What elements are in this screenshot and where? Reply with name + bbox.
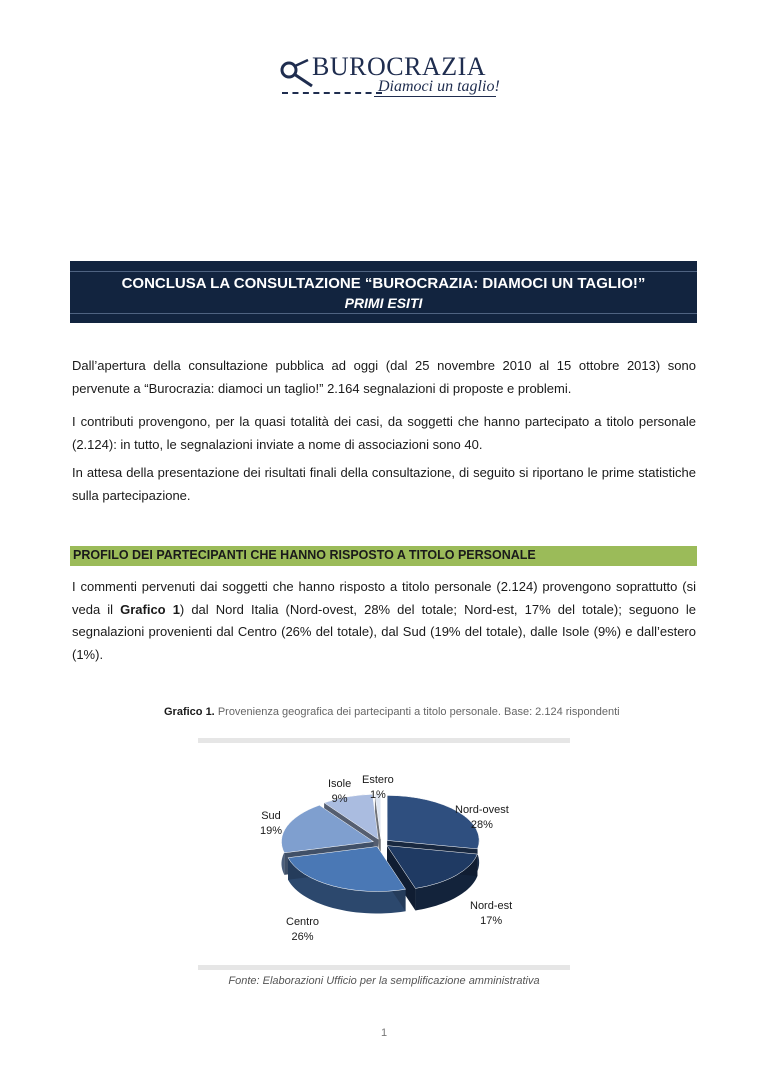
page-subtitle: PRIMI ESITI bbox=[344, 295, 423, 311]
slice-label-nord-ovest bbox=[455, 803, 509, 833]
logo-title: BUROCRAZIA bbox=[312, 52, 487, 81]
slice-label-estero bbox=[362, 773, 394, 803]
logo bbox=[280, 52, 510, 100]
label-name: Estero bbox=[362, 774, 394, 786]
label-name: Nord-ovest bbox=[455, 804, 509, 816]
intro-paragraph-1: Dall’apertura della consultazione pubblica ad oggi (dal 25 novembre 2010 al 15 ottobre 2013) sono pervenute a “Burocrazia: diamoci un taglio!” 2.164 segnalazioni di proposte e problemi. bbox=[72, 358, 696, 396]
scissors-icon bbox=[280, 58, 314, 88]
label-value: 1% bbox=[369, 789, 386, 801]
banner-rule-top bbox=[70, 271, 697, 272]
section-text-2: ) dal Nord Italia (Nord-ovest, 28% del totale; Nord-est, 17% del totale); seguono le segnalazioni provenienti dal Centro (26% del totale), dal Sud (19% del totale), dalle Isole (9%) e dall’estero (1%). bbox=[72, 601, 696, 662]
section-text-1: I commenti pervenuti dai soggetti che hanno risposto a titolo personale (2.124) provengono soprattutto (si veda il bbox=[72, 579, 696, 617]
chart-frame-bottom bbox=[198, 965, 570, 970]
page-number: 1 bbox=[380, 1027, 388, 1039]
section-paragraph bbox=[72, 576, 696, 666]
label-name: Isole bbox=[328, 778, 352, 790]
section-header bbox=[70, 546, 697, 566]
chart-caption bbox=[164, 706, 620, 718]
slice-label-sud bbox=[260, 809, 282, 839]
logo-subtitle: Diamoci un taglio! bbox=[378, 78, 500, 95]
section-text-bold: Grafico 1 bbox=[120, 601, 180, 617]
intro-paragraph-2: I contributi provengono, per la quasi totalità dei casi, da soggetti che hanno partecipato a titolo personale (2.124): in tutto, le segnalazioni inviate a nome di associazioni sono 40. bbox=[72, 414, 696, 452]
label-value: 28% bbox=[470, 819, 493, 831]
label-value: 17% bbox=[480, 915, 503, 927]
slice-label-isole bbox=[328, 777, 351, 807]
label-name: Centro bbox=[286, 916, 320, 928]
label-value: 26% bbox=[291, 931, 314, 943]
label-value: 9% bbox=[331, 793, 348, 805]
slice-label-nord-est bbox=[470, 899, 512, 929]
label-value: 19% bbox=[260, 825, 283, 837]
label-name: Nord-est bbox=[470, 900, 513, 912]
logo-dashed-line bbox=[282, 92, 382, 94]
page-title: CONCLUSA LA CONSULTAZIONE “BUROCRAZIA: DIAMOCI UN TAGLIO!” bbox=[121, 275, 646, 292]
chart-caption-label: Grafico 1. bbox=[164, 706, 215, 718]
chart-source: Fonte: Elaborazioni Ufficio per la semplificazione amministrativa bbox=[228, 975, 540, 987]
banner-rule-bottom bbox=[70, 313, 697, 314]
intro-paragraph-3: In attesa della presentazione dei risultati finali della consultazione, di seguito si riportano le prime statistiche sulla partecipazione. bbox=[72, 465, 696, 503]
chart-caption-text: Provenienza geografica dei partecipanti a titolo personale. Base: 2.124 rispondenti bbox=[217, 706, 620, 718]
slice-label-centro bbox=[286, 915, 319, 945]
section-title: PROFILO DEI PARTECIPANTI CHE HANNO RISPOSTO A TITOLO PERSONALE bbox=[73, 548, 536, 562]
label-name: Sud bbox=[261, 810, 281, 822]
title-banner bbox=[70, 261, 697, 323]
logo-underline bbox=[374, 96, 496, 97]
